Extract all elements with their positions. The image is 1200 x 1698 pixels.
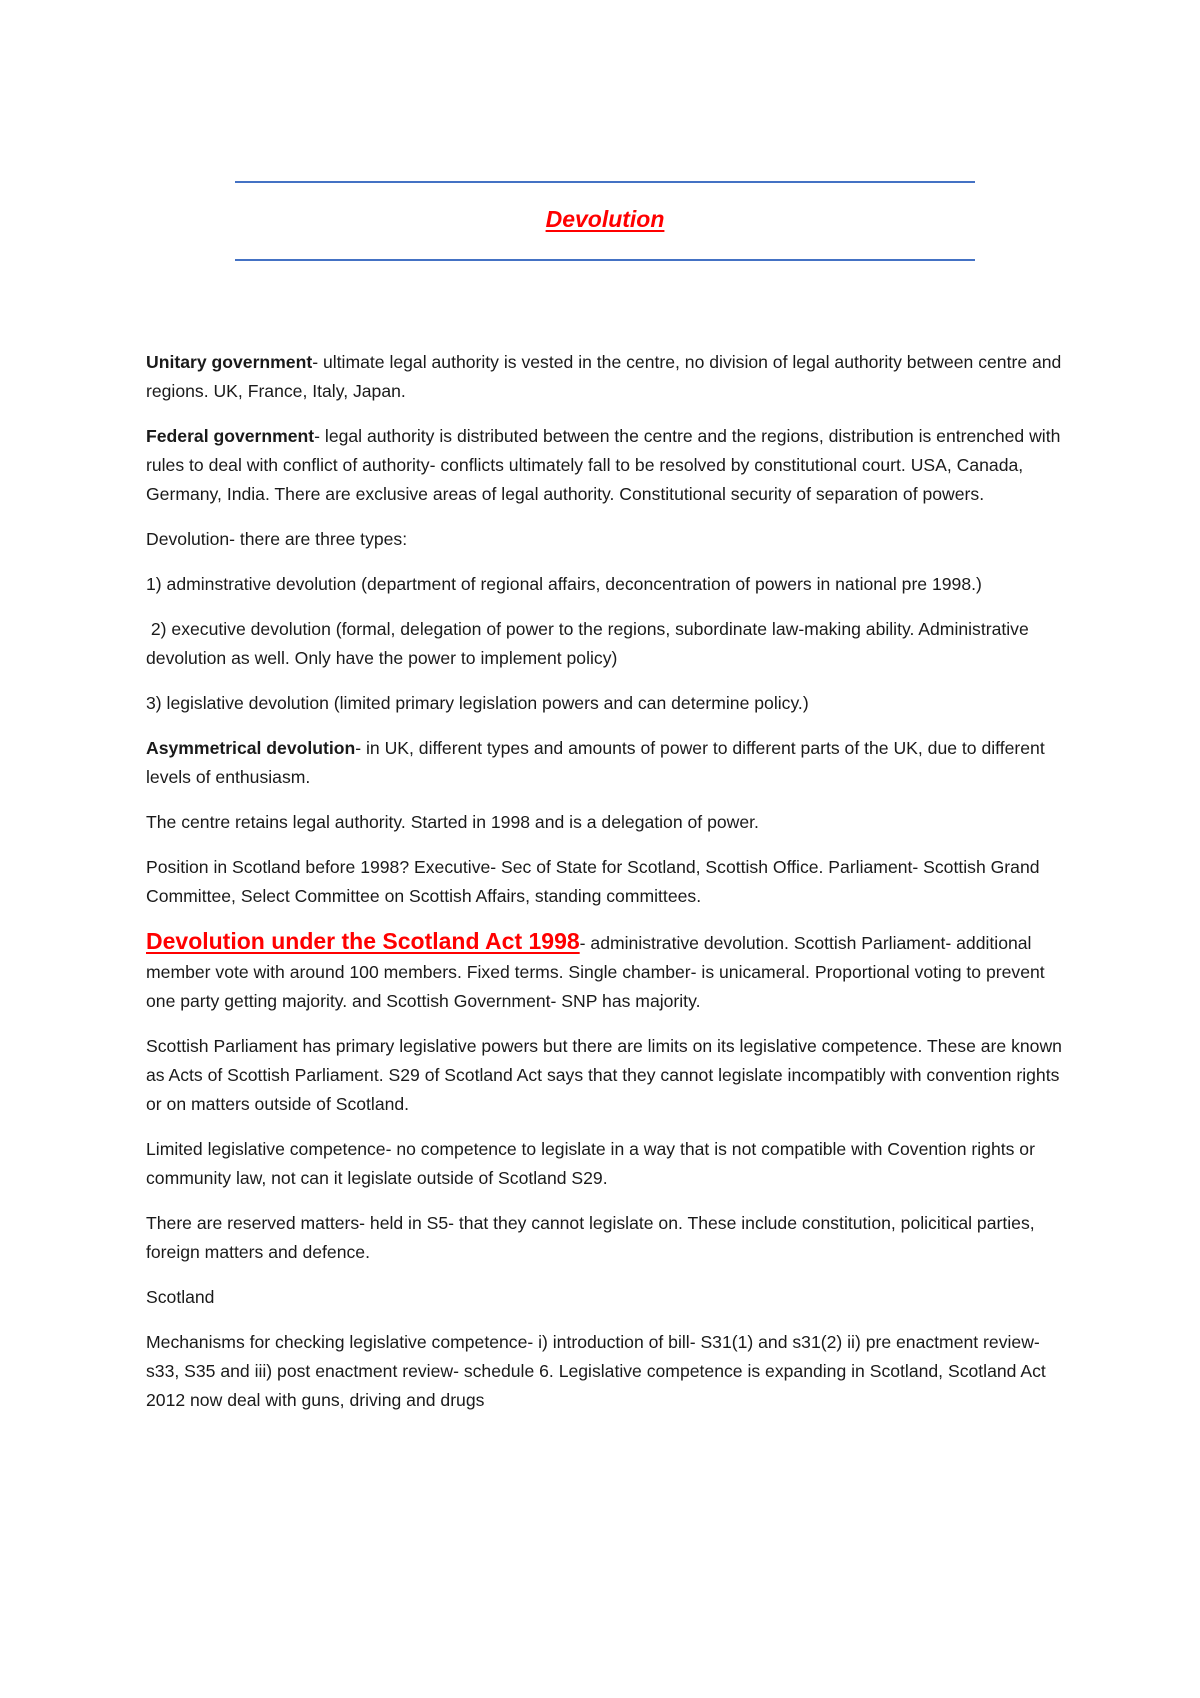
paragraph-scotland-act-1998 [146, 927, 1071, 1016]
title-bottom-rule [235, 259, 975, 261]
paragraph-text: - ultimate legal authority is vested in the centre, no division of legal authority between centre and regions. UK, France, Italy, Japan. [146, 352, 1062, 401]
title-top-rule [235, 181, 975, 183]
paragraph-mechanisms: Mechanisms for checking legislative competence- i) introduction of bill- S31(1) and s31(2) ii) pre enactment review- s33, S35 and iii) post enactment review- schedule 6. Legislative competence is expanding in Scotland, Scotland Act 2012 now deal with guns, driving and drugs [146, 1332, 1046, 1410]
paragraph-legislative-devolution: 3) legislative devolution (limited primary legislation powers and can determine policy.) [146, 693, 809, 713]
term-unitary-government: Unitary government [146, 352, 313, 372]
paragraph-text: - legal authority is distributed between the centre and the regions, distribution is entrenched with rules to deal with conflict of authority- conflicts ultimately fall to be resolved by constitutional court. USA, Canada, Germany, India. There are exclusive areas of legal authority. Constitutional security of separation of powers. [146, 426, 1061, 504]
term-asymmetrical-devolution: Asymmetrical devolution [146, 738, 356, 758]
paragraph-devolution-types: Devolution- there are three types: [146, 529, 408, 549]
document-body [146, 348, 1071, 1431]
paragraph-primary-legislative-powers: Scottish Parliament has primary legislative powers but there are limits on its legislative competence. These are known as Acts of Scottish Parliament. S29 of Scotland Act says that they cannot legislate incompatibly with convention rights or on matters outside of Scotland. [146, 1036, 1062, 1114]
section-heading-scotland-act: Devolution under the Scotland Act 1998 [146, 928, 580, 954]
paragraph-federal-government [146, 422, 1071, 509]
paragraph-reserved-matters: There are reserved matters- held in S5- that they cannot legislate on. These include constitution, policitical parties, foreign matters and defence. [146, 1213, 1035, 1262]
paragraph-text: - in UK, different types and amounts of power to different parts of the UK, due to different levels of enthusiasm. [146, 738, 1045, 787]
paragraph-unitary-government [146, 348, 1071, 406]
paragraph-text: - administrative devolution. Scottish Parliament- additional member vote with around 100 members. Fixed terms. Single chamber- is unicameral. Proportional voting to prevent one party getting majority. and Scottish Government- SNP has majority. [146, 933, 1045, 1011]
paragraph-scotland: Scotland [146, 1287, 215, 1307]
paragraph-limited-competence: Limited legislative competence- no competence to legislate in a way that is not compatible with Covention rights or community law, not can it legislate outside of Scotland S29. [146, 1139, 1035, 1188]
paragraph-asymmetrical-devolution [146, 734, 1071, 792]
term-federal-government: Federal government [146, 426, 315, 446]
paragraph-administrative-devolution: 1) adminstrative devolution (department of regional affairs, deconcentration of powers in national pre 1998.) [146, 574, 982, 594]
paragraph-executive-devolution: 2) executive devolution (formal, delegation of power to the regions, subordinate law-making ability. Administrative devolution as well. Only have the power to implement policy) [146, 619, 1034, 668]
paragraph-position-before-1998: Position in Scotland before 1998? Executive- Sec of State for Scotland, Scottish Office. Parliament- Scottish Grand Committee, Select Committee on Scottish Affairs, standing committees. [146, 857, 1040, 906]
paragraph-centre-retains: The centre retains legal authority. Started in 1998 and is a delegation of power. [146, 812, 759, 832]
page-title: Devolution [545, 206, 665, 232]
